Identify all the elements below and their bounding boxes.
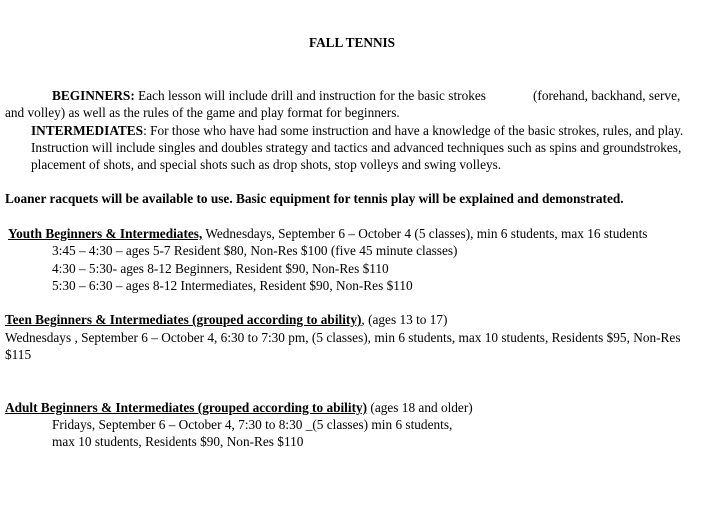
teen-heading-line <box>5 311 447 328</box>
beginners-line-2: and volley) as well as the rules of the game and play format for beginners. <box>5 105 400 120</box>
adult-ages: (ages 18 and older) <box>367 400 473 415</box>
adult-line-2: max 10 students, Residents $90, Non-Res $110 <box>52 434 304 449</box>
intermediates-line-3: placement of shots, and special shots such as drop shots, stop volleys and swing volleys. <box>31 157 502 172</box>
adult-heading: Adult Beginners & Intermediates (grouped according to ability) <box>5 400 368 415</box>
teen-ages: , (ages 13 to 17) <box>361 312 448 327</box>
youth-session-1: 3:45 – 4:30 – ages 5-7 Resident $80, Non-Res $100 (five 45 minute classes) <box>52 243 458 258</box>
adult-line-1: Fridays, September 6 – October 4, 7:30 to 8:30 _(5 classes) min 6 students, <box>52 417 453 432</box>
youth-info: Wednesdays, September 6 – October 4 (5 classes), min 6 students, max 16 students <box>202 226 648 241</box>
teen-line-2: $115 <box>5 347 32 362</box>
teen-heading: Teen Beginners & Intermediates (grouped according to ability) <box>5 312 362 327</box>
beginners-label: BEGINNERS: <box>52 88 135 103</box>
intermediates-label: INTERMEDIATES <box>31 123 144 138</box>
youth-session-3: 5:30 – 6:30 – ages 8-12 Intermediates, Resident $90, Non-Res $110 <box>52 278 413 293</box>
adult-heading-line <box>5 399 473 416</box>
intermediates-line-1 <box>31 122 683 139</box>
page-title: FALL TENNIS <box>308 35 396 50</box>
beginners-line-1 <box>52 87 486 104</box>
intermediates-line-2: Instruction will include singles and doubles strategy and tactics and advanced techniques such as spins and groundstrokes, <box>31 140 682 155</box>
youth-heading: Youth Beginners & Intermediates, <box>8 226 203 241</box>
beginners-line-1b: (forehand, backhand, serve, <box>533 88 681 103</box>
beginners-text: Each lesson will include drill and instruction for the basic strokes <box>138 88 486 103</box>
youth-session-2: 4:30 – 5:30- ages 8-12 Beginners, Resident $90, Non-Res $110 <box>52 261 389 276</box>
teen-line-1: Wednesdays , September 6 – October 4, 6:30 to 7:30 pm, (5 classes), min 6 students, max 10 students, Residents $95, Non-Res <box>5 330 681 345</box>
loaner-notice: Loaner racquets will be available to use. Basic equipment for tennis play will be explained and demonstrated. <box>5 191 624 206</box>
youth-heading-line <box>8 225 647 242</box>
intermediates-text: : For those who have had some instruction and have a knowledge of the basic strokes, rules, and play. <box>143 123 684 138</box>
